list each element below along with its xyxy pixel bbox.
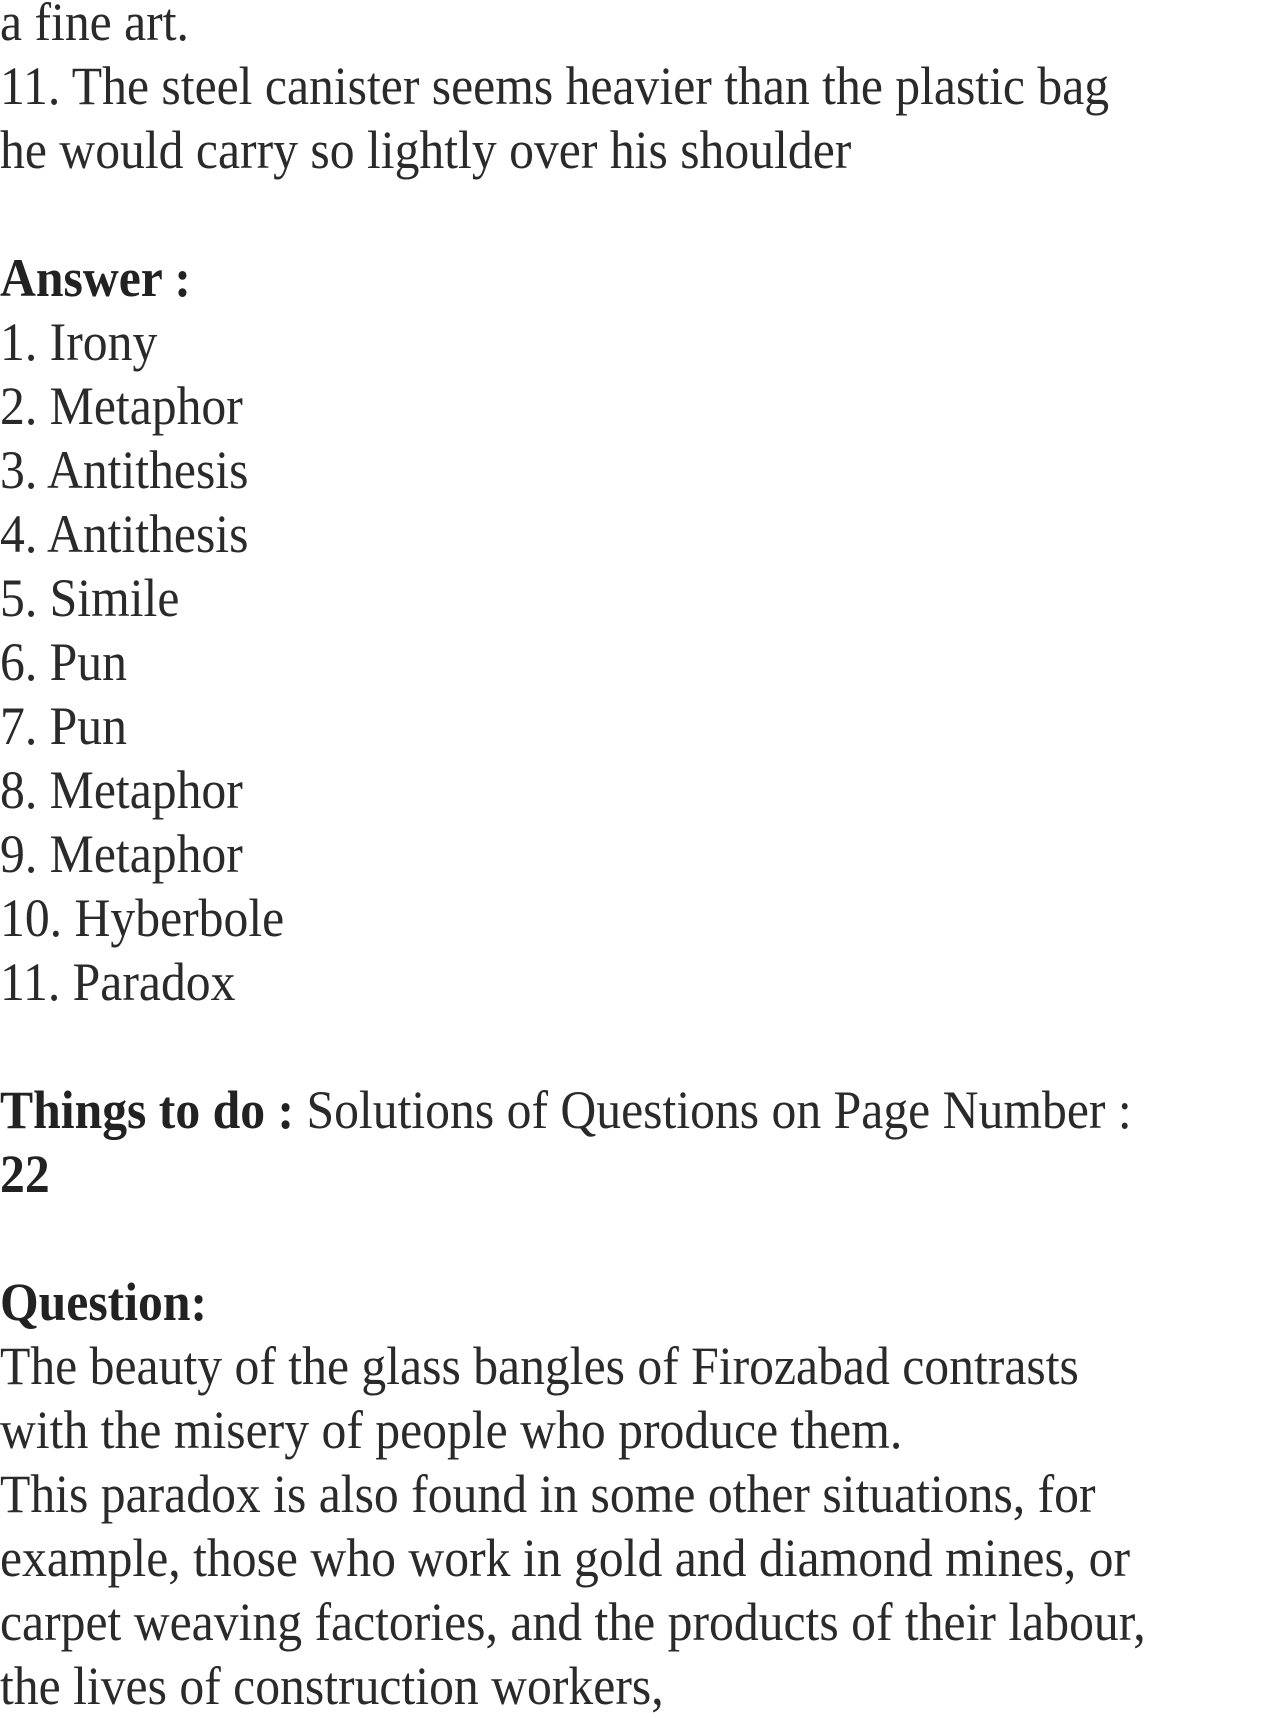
- text-line: a fine art.: [0, 0, 189, 52]
- answer-heading: Answer :: [0, 248, 191, 308]
- answer-item: 7. Pun: [0, 696, 128, 756]
- question-line: with the misery of people who produce them.: [0, 1400, 903, 1460]
- text-line: he would carry so lightly over his shoulder: [0, 120, 852, 180]
- things-to-do-label: Things to do :: [0, 1080, 295, 1140]
- things-to-do-text: Solutions of Questions on Page Number :: [294, 1080, 1132, 1140]
- answer-item: 9. Metaphor: [0, 824, 243, 884]
- question-line: The beauty of the glass bangles of Firozabad contrasts: [0, 1336, 1079, 1396]
- answer-item: 2. Metaphor: [0, 376, 243, 436]
- answer-item: 4. Antithesis: [0, 504, 249, 564]
- question-line: example, those who work in gold and diamond mines, or: [0, 1528, 1131, 1588]
- answer-item: 11. Paradox: [0, 952, 236, 1012]
- answer-item: 1. Irony: [0, 312, 158, 372]
- question-heading: Question:: [0, 1272, 208, 1332]
- page-number: 22: [0, 1144, 50, 1204]
- question-line: the lives of construction workers,: [0, 1656, 664, 1716]
- question-line: This paradox is also found in some other situations, for: [0, 1464, 1096, 1524]
- answer-item: 10. Hyberbole: [0, 888, 285, 948]
- answer-item: 5. Simile: [0, 568, 180, 628]
- answer-item: 8. Metaphor: [0, 760, 243, 820]
- answer-item: 3. Antithesis: [0, 440, 249, 500]
- question-line: carpet weaving factories, and the products of their labour,: [0, 1592, 1146, 1652]
- things-to-do: [0, 1078, 1280, 1142]
- text-line: 11. The steel canister seems heavier than the plastic bag: [0, 56, 1110, 116]
- answer-item: 6. Pun: [0, 632, 128, 692]
